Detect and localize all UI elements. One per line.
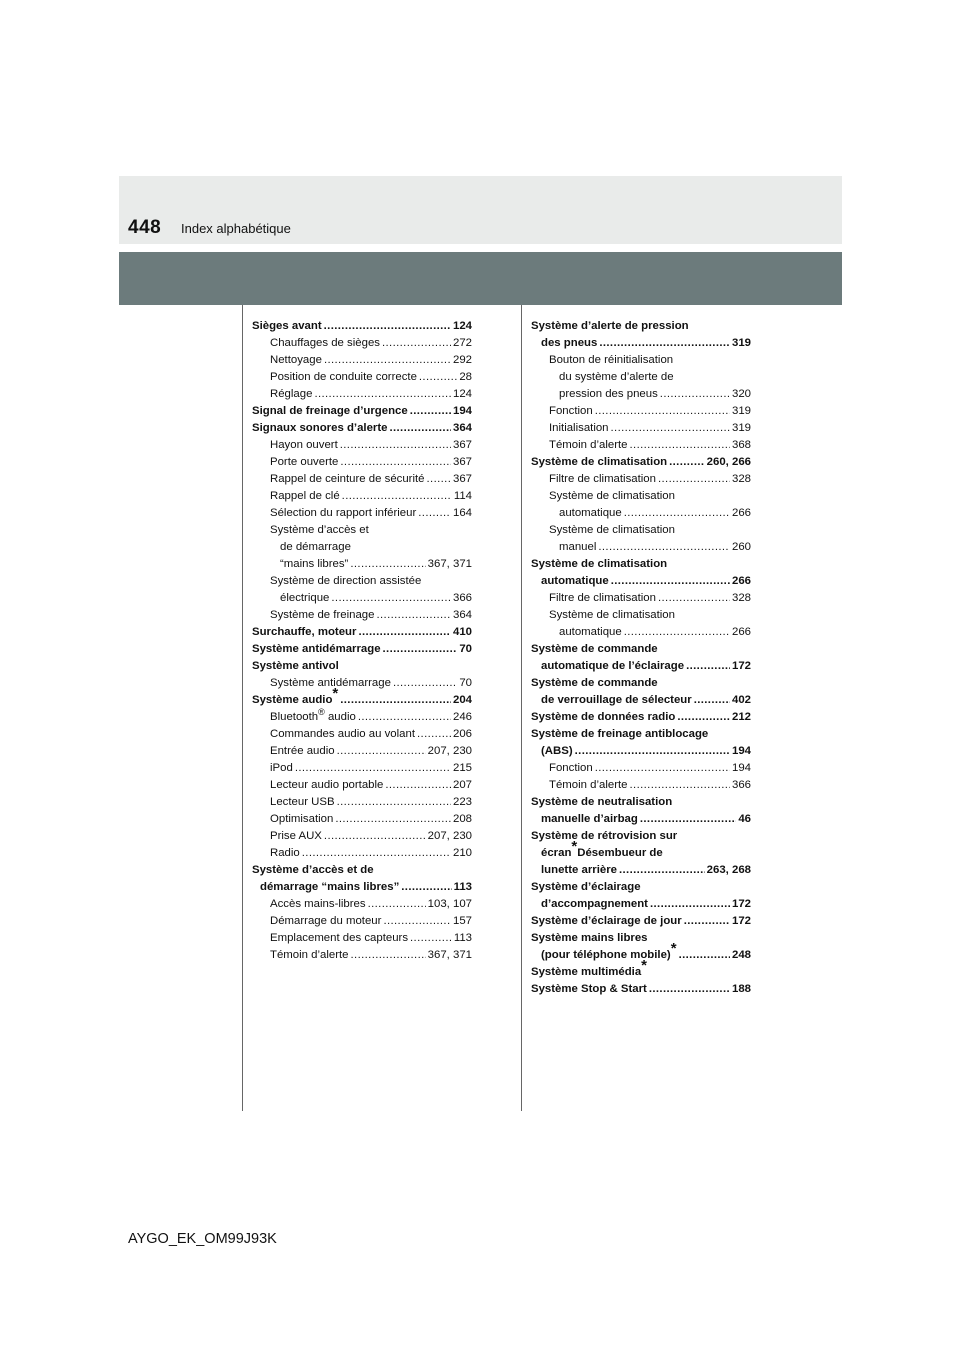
- registered-mark: ®: [318, 707, 325, 718]
- index-subentry: du système d’alerte de: [559, 371, 674, 383]
- index-subentry: Sélection du rapport inférieur . . . 164: [252, 505, 472, 522]
- index-entry: Système antivol: [252, 660, 339, 672]
- index-entry: automatique de l’éclairage . . . 172: [531, 658, 751, 675]
- index-subentry: Fonction . . . 194: [531, 760, 751, 777]
- index-column-right: [531, 318, 751, 998]
- index-entry: écran*Désembueur de: [541, 838, 663, 859]
- index-subentry: Témoin d’alerte . . . 368: [531, 437, 751, 454]
- index-subentry: Bouton de réinitialisation: [549, 354, 674, 366]
- index-subentry: Système de direction assistée: [270, 575, 422, 587]
- index-subentry: Filtre de climatisation . . . 328: [531, 471, 751, 488]
- index-entry: Système de freinage antiblocage: [531, 728, 709, 740]
- footnote-star: *: [571, 838, 578, 855]
- index-subentry: Chauffages de sièges . . . 272: [252, 335, 472, 352]
- index-entry: Système d’alerte de pression: [531, 320, 689, 332]
- index-subentry: Accès mains-libres . . . 103, 107: [252, 896, 472, 913]
- index-subentry: Système de climatisation: [549, 609, 675, 621]
- index-entry: Système antidémarrage . . . 70: [252, 641, 472, 658]
- index-subentry: Prise AUX . . . 207, 230: [252, 828, 472, 845]
- index-subentry: Réglage . . . 124: [252, 386, 472, 403]
- index-entry: Système multimédia*: [531, 957, 647, 978]
- index-entry: Système Stop & Start . . . 188: [531, 981, 751, 998]
- index-subentry: Radio . . . 210: [252, 845, 472, 862]
- index-subentry: Initialisation . . . 319: [531, 420, 751, 437]
- index-entry: lunette arrière . . . 263, 268: [531, 862, 751, 879]
- index-subentry: Fonction . . . 319: [531, 403, 751, 420]
- index-subentry: de démarrage: [280, 541, 351, 553]
- footnote-star: *: [670, 940, 677, 957]
- index-entry: Système de climatisation: [531, 558, 668, 570]
- index-subentry: Rappel de clé . . . 114: [252, 488, 472, 505]
- index-subentry: Système d’accès et: [270, 524, 369, 536]
- index-subentry: iPod . . . 215: [252, 760, 472, 777]
- index-entry: Système de rétrovision sur: [531, 830, 678, 842]
- index-subentry: automatique . . . 266: [531, 505, 751, 522]
- index-subentry: Témoin d’alerte . . . 367, 371: [252, 947, 472, 964]
- index-entry: Signaux sonores d’alerte . . . 364: [252, 420, 472, 437]
- index-entry: d’accompagnement . . . 172: [531, 896, 751, 913]
- left-column-rule: [242, 305, 243, 1111]
- index-entry: Système de commande: [531, 643, 658, 655]
- index-entry: Système d’éclairage de jour . . . 172: [531, 913, 751, 930]
- index-subentry: Système de climatisation: [549, 524, 675, 536]
- index-subentry: Témoin d’alerte . . . 366: [531, 777, 751, 794]
- index-subentry: Porte ouverte . . . 367: [252, 454, 472, 471]
- index-entry: Système audio* . . . 204: [252, 692, 472, 709]
- index-subentry: pression des pneus . . . 320: [531, 386, 751, 403]
- index-entry: de verrouillage de sélecteur . . . 402: [531, 692, 751, 709]
- index-entry: Système d’éclairage: [531, 881, 641, 893]
- index-entry: (ABS) . . . 194: [531, 743, 751, 760]
- index-subentry: Démarrage du moteur . . . 157: [252, 913, 472, 930]
- index-entry: Système de climatisation . . . 260, 266: [531, 454, 751, 471]
- index-entry: Système d’accès et de: [252, 864, 374, 876]
- index-subentry: Système antidémarrage . . . 70: [252, 675, 472, 692]
- index-entry: Système mains libres: [531, 932, 648, 944]
- index-entry: Système de neutralisation: [531, 796, 673, 808]
- index-entry: Système de données radio . . . 212: [531, 709, 751, 726]
- index-subentry: Système de freinage . . . 364: [252, 607, 472, 624]
- index-subentry: “mains libres” . . . 367, 371: [252, 556, 472, 573]
- index-entry: Système de commande: [531, 677, 658, 689]
- footnote-star: *: [641, 957, 647, 974]
- index-entry: des pneus . . . 319: [531, 335, 751, 352]
- index-subentry: Rappel de ceinture de sécurité . . . 367: [252, 471, 472, 488]
- index-subentry: Position de conduite correcte . . . 28: [252, 369, 472, 386]
- index-subentry: Commandes audio au volant . . . 206: [252, 726, 472, 743]
- footnote-star: *: [332, 685, 339, 702]
- index-entry: Signal de freinage d’urgence . . . 194: [252, 403, 472, 420]
- index-subentry: Entrée audio . . . 207, 230: [252, 743, 472, 760]
- index-entry: Sièges avant . . . 124: [252, 318, 472, 335]
- index-subentry: Nettoyage . . . 292: [252, 352, 472, 369]
- index-entry: manuelle d’airbag . . . 46: [531, 811, 751, 828]
- document-code: AYGO_EK_OM99J93K: [128, 1231, 277, 1247]
- index-subentry: Lecteur audio portable . . . 207: [252, 777, 472, 794]
- index-subentry: Emplacement des capteurs . . . 113: [252, 930, 472, 947]
- section-title: Index alphabétique: [181, 221, 291, 236]
- index-subentry: manuel . . . 260: [531, 539, 751, 556]
- index-entry: (pour téléphone mobile)* . . . 248: [531, 947, 751, 964]
- index-column-left: [252, 318, 472, 964]
- index-subentry: Hayon ouvert . . . 367: [252, 437, 472, 454]
- index-subentry: électrique . . . 366: [252, 590, 472, 607]
- index-subentry: Lecteur USB . . . 223: [252, 794, 472, 811]
- page-number: 448: [128, 217, 162, 238]
- header-bar: [119, 252, 842, 305]
- index-subentry: Système de climatisation: [549, 490, 675, 502]
- index-entry: démarrage “mains libres” . . . 113: [252, 879, 472, 896]
- index-entry: Surchauffe, moteur . . . 410: [252, 624, 472, 641]
- middle-column-rule: [521, 305, 522, 1111]
- index-subentry: Filtre de climatisation . . . 328: [531, 590, 751, 607]
- index-subentry: Bluetooth® audio . . . 246: [252, 709, 472, 726]
- index-subentry: automatique . . . 266: [531, 624, 751, 641]
- index-subentry: Optimisation . . . 208: [252, 811, 472, 828]
- index-entry: automatique . . . 266: [531, 573, 751, 590]
